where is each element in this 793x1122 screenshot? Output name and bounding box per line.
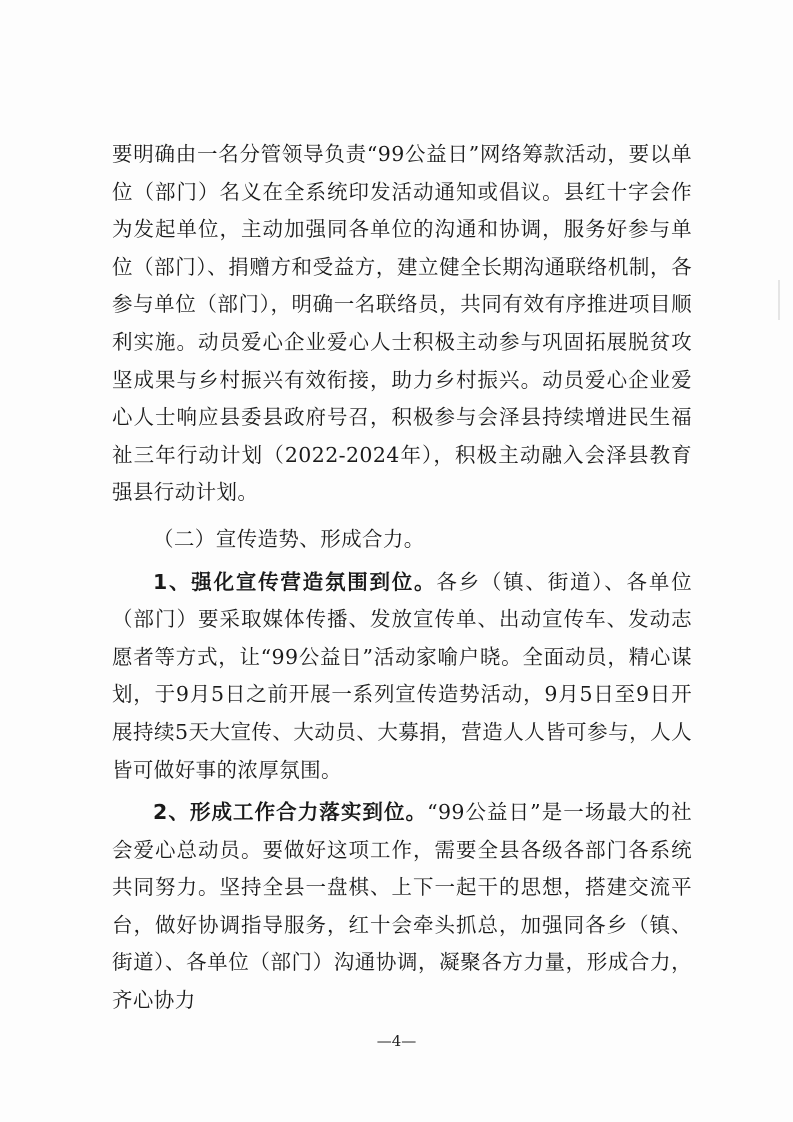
section-heading-2: （二）宣传造势、形成合力。 <box>153 526 425 551</box>
item-1-paragraph <box>112 564 692 790</box>
paragraph-continuation: 要明确由一名分管领导负责“99公益日”网络筹款活动，要以单位（部门）名义在全系统印发活动通知或倡议。县红十字会作为发起单位，主动加强同各单位的沟通和协调，服务好参与单位（部门）、捐赠方和受益方，建立健全长期沟通联络机制，各参与单位（部门），明确一名联络员，共同有效有序推进项目顺利实施。动员爱心企业爱心人士积极主动参与巩固拓展脱贫攻坚成果与乡村振兴有效衔接，助力乡村振兴。动员爱心企业爱心人士响应县委县政府号召，积极参与会泽县持续增进民生福祉三年行动计划（2022-2024年），积极主动融入会泽县教育强县行动计划。 <box>112 142 692 505</box>
item-1-title: 1、强化宣传营造氛围到位。 <box>153 569 437 594</box>
item-2-paragraph <box>112 794 692 1020</box>
scan-artifact <box>778 280 780 320</box>
document-body <box>112 136 692 1020</box>
item-2-body: “99公益日”是一场最大的社会爱心总动员。要做好这项工作，需要全县各级各部门各系统共同努力。坚持全县一盘棋、上下一起干的思想，搭建交流平台，做好协调指导服务，红十会牵头抓总，加强同各乡（镇、街道）、各单位（部门）沟通协调，凝聚各方力量，形成合力，齐心协力 <box>112 800 692 1013</box>
page-number: —4— <box>376 1032 417 1050</box>
item-2-title: 2、形成工作合力落实到位。 <box>153 800 428 825</box>
item-1-body: 各乡（镇、街道）、各单位（部门）要采取媒体传播、发放宣传单、出动宣传车、发动志愿者等方式，让“99公益日”活动家喻户晓。全面动员，精心谋划，于9月5日之前开展一系列宣传造势活动，9月5日至9日开展持续5天大宣传、大动员、大募捐，营造人人皆可参与，人人皆可做好事的浓厚氛围。 <box>112 569 692 782</box>
